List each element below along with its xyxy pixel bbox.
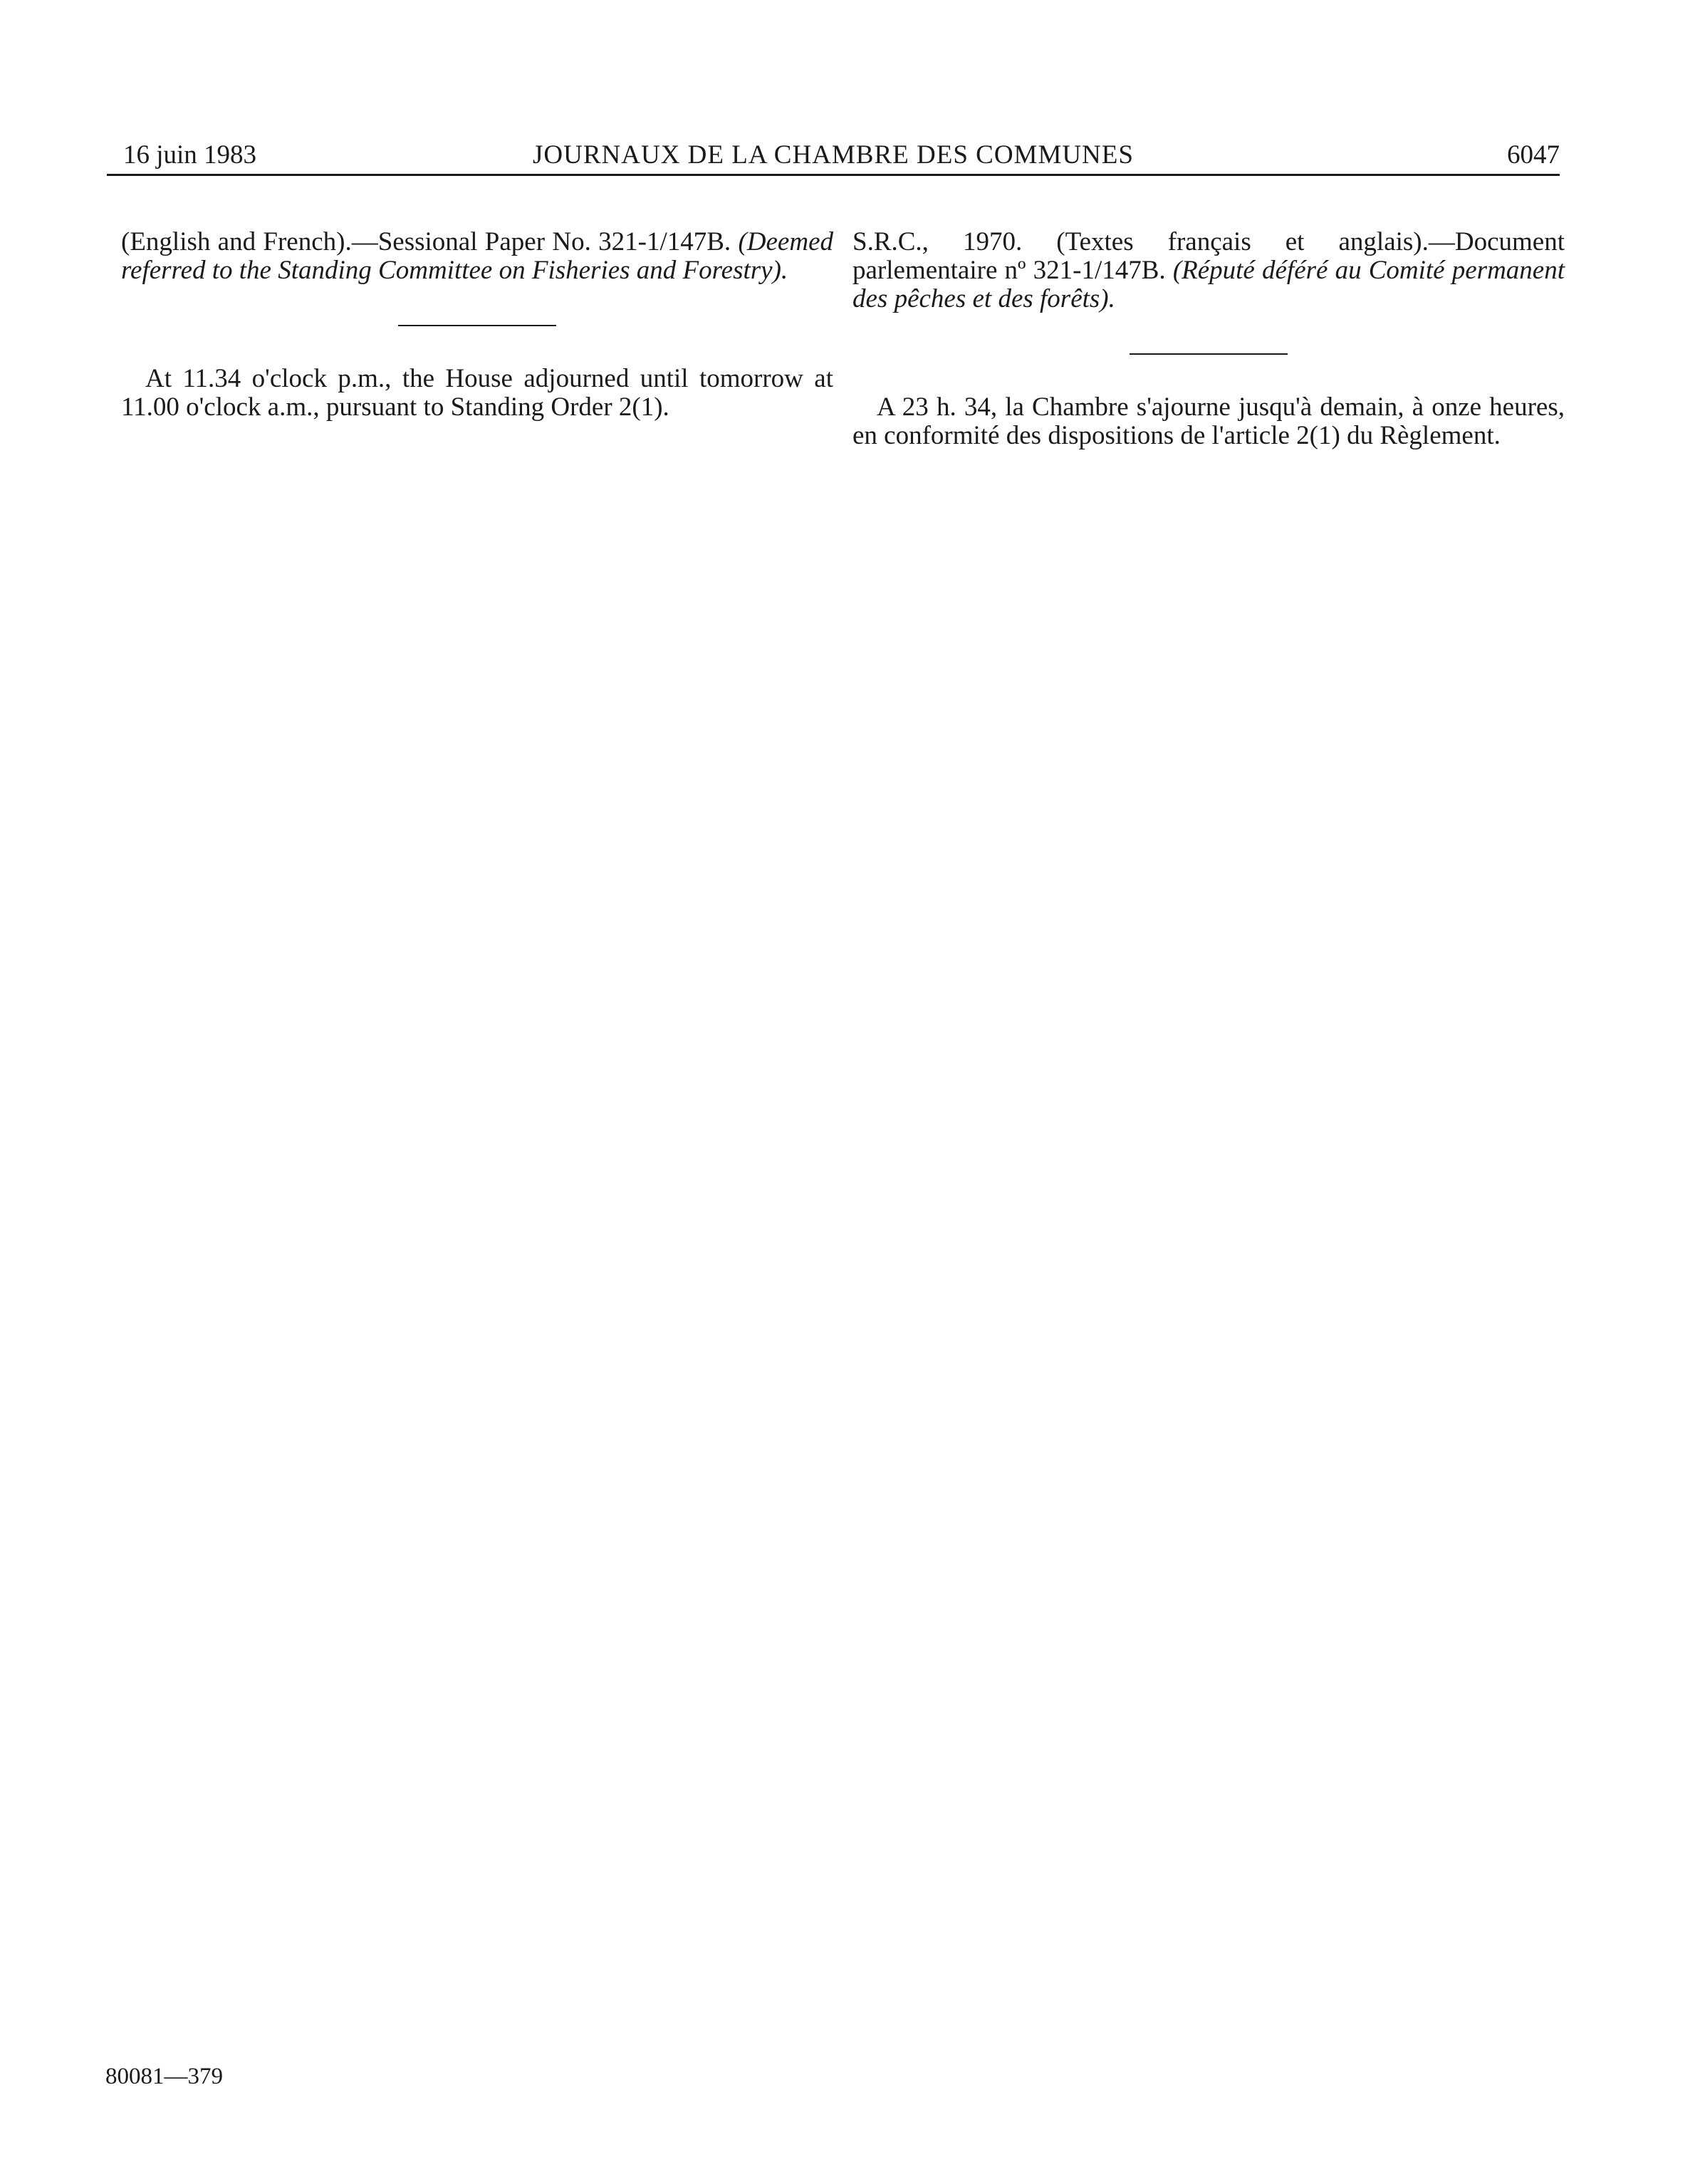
french-section-divider <box>1130 353 1288 355</box>
french-column <box>852 228 1565 450</box>
english-paragraph-adjournment: At 11.34 o'clock p.m., the House adjourned until tomorrow at 11.00 o'clock a.m., pursuant to Standing Order 2(1). <box>121 364 833 422</box>
english-column <box>121 228 833 422</box>
header-title: JOURNAUX DE LA CHAMBRE DES COMMUNES <box>533 140 1134 170</box>
print-code: 80081—379 <box>105 2064 223 2089</box>
english-paragraph-sessional-paper <box>121 228 833 285</box>
english-referral-note: (Deemed referred to the Standing Committee on Fisheries and Forestry). <box>121 227 833 285</box>
english-section-divider <box>398 325 556 326</box>
header-date: 16 juin 1983 <box>123 140 257 170</box>
header-page-number: 6047 <box>1507 140 1560 170</box>
french-paragraph-adjournment: A 23 h. 34, la Chambre s'ajourne jusqu'à demain, à onze heures, en conformité des dispositions de l'article 2(1) du Règlement. <box>852 392 1565 450</box>
french-sessional-paper-text: S.R.C., 1970. (Textes français et anglais).—Document parlementaire nº 321-1/147B. <box>852 227 1565 285</box>
french-referral-note: (Réputé déféré au Comité permanent des pêches et des forêts). <box>852 256 1565 313</box>
english-sessional-paper-text: (English and French).—Sessional Paper No. 321-1/147B. <box>121 227 739 256</box>
french-paragraph-sessional-paper <box>852 228 1565 313</box>
header-rule <box>107 174 1560 176</box>
page-header <box>107 137 1560 174</box>
